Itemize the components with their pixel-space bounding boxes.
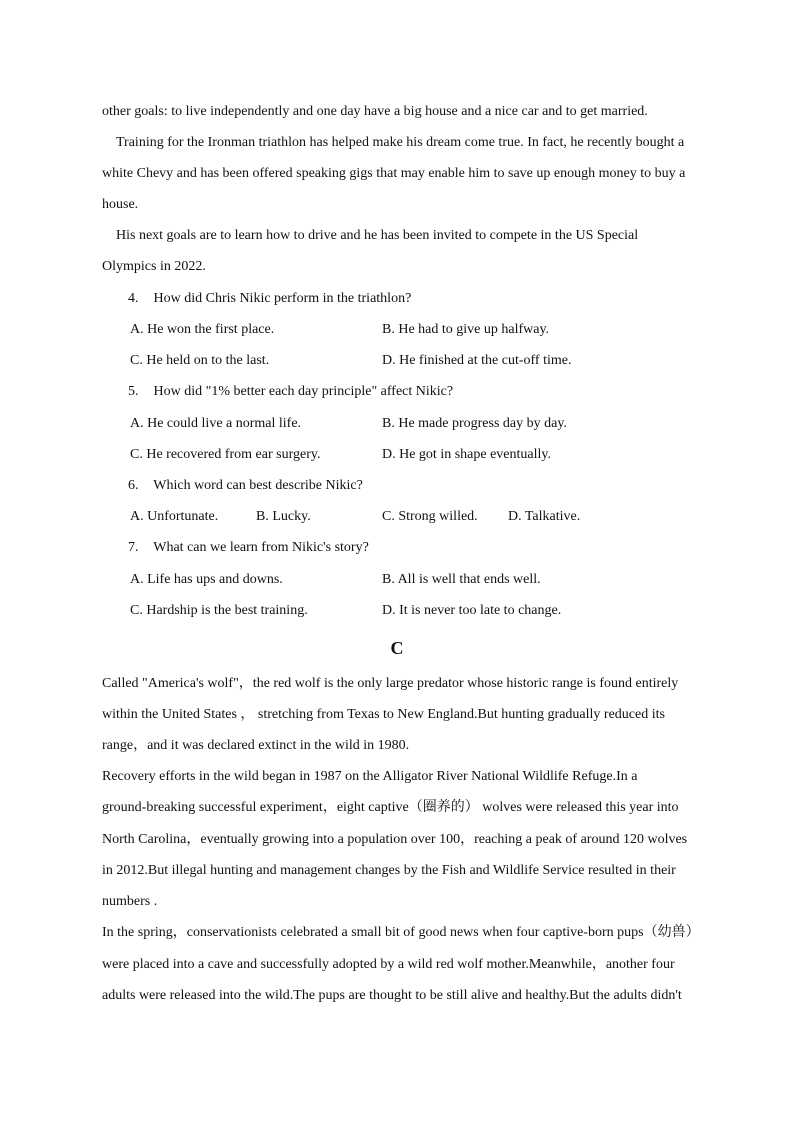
question-text: What can we learn from Nikic's story?: [153, 540, 369, 555]
passage-line: other goals: to live independently and one day have a big house and a nice car and to get married.: [102, 104, 648, 119]
passage-line: His next goals are to learn how to drive and he has been invited to compete in the US Special: [116, 228, 639, 243]
answer-option: D. He got in shape eventually.: [382, 447, 551, 462]
question-number: 6.: [128, 478, 139, 493]
answer-option: B. All is well that ends well.: [382, 572, 541, 587]
question-number: 4.: [128, 291, 139, 306]
passage-line: In the spring，conservationists celebrated a small bit of good news when four captive-born pups（幼兽）: [102, 925, 700, 940]
passage-line: Recovery efforts in the wild began in 1987 on the Alligator River National Wildlife Refuge.In a: [102, 769, 638, 784]
passage-line: within the United States ， stretching from Texas to New England.But hunting gradually reduced its: [102, 707, 665, 722]
question-stem: [128, 539, 724, 557]
answer-option: A. He could live a normal life.: [130, 416, 302, 431]
passage-line: Training for the Ironman triathlon has helped make his dream come true. In fact, he recently bought a: [116, 135, 685, 150]
question-text: Which word can best describe Nikic?: [153, 478, 363, 493]
answer-option: C. He recovered from ear surgery.: [130, 447, 321, 462]
answer-option: B. Lucky.: [256, 509, 311, 524]
passage-line: ground-breaking successful experiment，eight captive（圈养的） wolves were released this year into: [102, 800, 679, 815]
answer-option: A. Life has ups and downs.: [130, 572, 283, 587]
passage-line: numbers .: [102, 894, 158, 909]
question-number: 5.: [128, 384, 139, 399]
answer-option: B. He made progress day by day.: [382, 416, 567, 431]
question-number: 7.: [128, 540, 139, 555]
passage-line: Olympics in 2022.: [102, 259, 206, 274]
answer-option: A. Unfortunate.: [130, 509, 219, 524]
answer-option: D. Talkative.: [508, 509, 581, 524]
answer-option: C. He held on to the last.: [130, 353, 270, 368]
answer-option: C. Strong willed.: [382, 509, 478, 524]
passage-line: range，and it was declared extinct in the wild in 1980.: [102, 738, 410, 753]
section-heading: C: [390, 638, 404, 658]
question-text: How did Chris Nikic perform in the triathlon?: [153, 291, 412, 306]
answer-option: D. He finished at the cut-off time.: [382, 353, 572, 368]
answer-option: A. He won the first place.: [130, 322, 275, 337]
question-text: How did "1% better each day principle" affect Nikic?: [153, 384, 454, 399]
passage-line: were placed into a cave and successfully adopted by a wild red wolf mother.Meanwhile，another four: [102, 957, 675, 972]
question-stem: [128, 290, 724, 308]
answer-option: C. Hardship is the best training.: [130, 603, 308, 618]
passage-line: white Chevy and has been offered speaking gigs that may enable him to save up enough money to buy a: [102, 166, 686, 181]
question-stem: [128, 383, 724, 401]
answer-option: D. It is never too late to change.: [382, 603, 562, 618]
passage-line: in 2012.But illegal hunting and management changes by the Fish and Wildlife Service resulted in their: [102, 863, 676, 878]
question-stem: [128, 477, 724, 495]
passage-line: house.: [102, 197, 139, 212]
passage-line: adults were released into the wild.The pups are thought to be still alive and healthy.But the adults didn't: [102, 988, 682, 1003]
answer-option: B. He had to give up halfway.: [382, 322, 550, 337]
passage-line: North Carolina，eventually growing into a population over 100，reaching a peak of around 120 wolves: [102, 832, 688, 847]
passage-line: Called "America's wolf"，the red wolf is the only large predator whose historic range is found entirely: [102, 676, 679, 691]
